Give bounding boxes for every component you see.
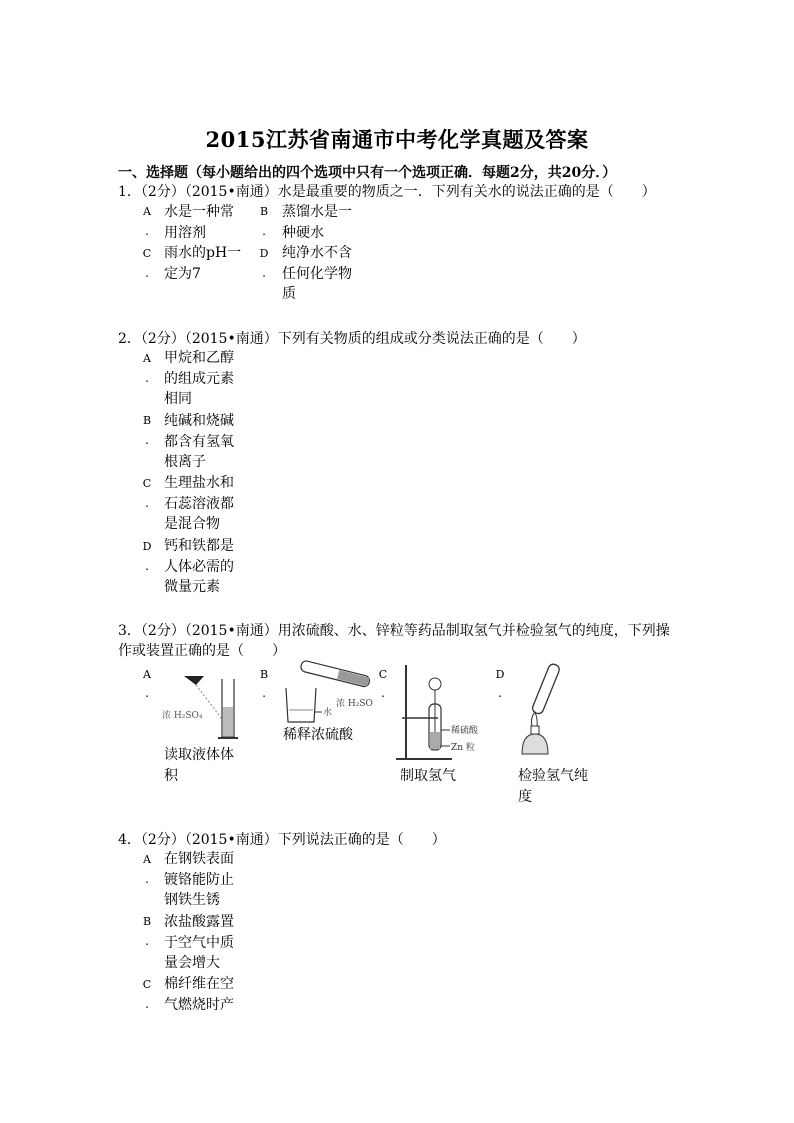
option-dot: . (145, 686, 149, 700)
hydrogen-apparatus-figure (392, 660, 492, 765)
option-dot: . (145, 224, 149, 238)
option-dot: . (145, 371, 149, 385)
dilution-figure (278, 660, 378, 730)
option-dot: . (381, 686, 385, 700)
page-title: 2015江苏省南通市中考化学真题及答案 (205, 127, 589, 152)
option-dot: . (262, 686, 266, 700)
question-3-stem: 3．（2分）（2015•南通）用浓硫酸、水、锌粒等药品制取氢气并检验氢气的纯度，下列操 作或装置正确的是（ ） (118, 623, 670, 659)
acid-label: 稀硫酸 (451, 726, 479, 736)
option-text: 纯碱和烧碱 都含有氢氧 根离子 (164, 413, 234, 471)
option-dot: . (498, 686, 502, 700)
flame-icon (531, 712, 537, 726)
option-dot: . (145, 559, 149, 573)
purity-test-figure (510, 660, 570, 765)
option-letter: D (259, 247, 269, 260)
option-letter: B (142, 915, 152, 928)
option-letter: B (142, 414, 152, 427)
option-letter: C (142, 477, 152, 490)
option-caption: 制取氢气 (400, 768, 456, 784)
beaker (286, 688, 316, 722)
option-letter: A (143, 352, 151, 365)
option-dot: . (145, 433, 149, 447)
option-letter: A (143, 205, 151, 218)
option-letter: D (495, 668, 505, 681)
water-label: 水 (323, 708, 333, 718)
funnel-bulb (429, 678, 441, 690)
eye-icon (184, 676, 204, 685)
lamp-wick (531, 726, 539, 734)
section-heading: 一、选择题（每小题给出的四个选项中只有一个选项正确．每题2分，共20分．） (118, 165, 617, 181)
measuring-cylinder-figure (160, 663, 245, 743)
option-text: 在钢铁表面 镀铬能防止 钢铁生锈 (164, 851, 234, 909)
option-dot: . (262, 224, 266, 238)
question-1-stem: 1．（2分）（2015•南通）水是最重要的物质之一．下列有关水的说法正确的是（ ） (118, 184, 656, 200)
option-letter: D (142, 540, 152, 553)
option-letter: A (143, 668, 151, 681)
option-caption: 稀释浓硫酸 (283, 727, 353, 743)
option-letter: B (259, 205, 269, 218)
zinc-label: Zn 粒 (451, 743, 475, 753)
question-2-stem: 2．（2分）（2015•南通）下列有关物质的组成或分类说法正确的是（ ） (118, 331, 586, 347)
option-dot: . (145, 934, 149, 948)
option-text: 蒸馏水是一 种硬水 (282, 204, 352, 241)
option-letter: A (143, 853, 151, 866)
option-dot: . (262, 266, 266, 280)
option-dot: . (145, 872, 149, 886)
option-text: 雨水的pH一 定为7 (164, 245, 242, 282)
option-text: 浓盐酸露置 于空气中质 量会增大 (164, 914, 234, 972)
acid-label: 浓 H₂SO (336, 699, 373, 709)
option-dot: . (145, 496, 149, 510)
reaction-liquid (430, 732, 440, 749)
option-text: 水是一种常 用溶剂 (164, 204, 234, 241)
option-letter: C (142, 247, 152, 260)
option-text: 纯净水不含 任何化学物 质 (282, 245, 352, 303)
alcohol-lamp (522, 734, 548, 754)
option-text: 钙和铁都是 人体必需的 微量元素 (164, 538, 234, 596)
option-letter: C (142, 978, 152, 991)
option-text: 甲烷和乙醇 的组成元素 相同 (164, 350, 234, 408)
option-caption: 读取液体体 积 (164, 747, 234, 784)
option-text: 生理盐水和 石蕊溶液都 是混合物 (164, 475, 234, 533)
option-dot: . (145, 997, 149, 1011)
inverted-test-tube (531, 663, 561, 715)
cylinder-liquid (223, 707, 233, 736)
option-letter: B (259, 668, 269, 681)
acid-label: 浓 H₂SO₄ (162, 711, 203, 721)
option-letter: C (378, 668, 388, 681)
question-4-stem: 4．（2分）（2015•南通）下列说法正确的是（ ） (118, 832, 446, 848)
option-caption: 检验氢气纯 度 (518, 768, 588, 805)
option-text: 棉纤维在空 气燃烧时产 (164, 976, 234, 1013)
option-dot: . (145, 266, 149, 280)
